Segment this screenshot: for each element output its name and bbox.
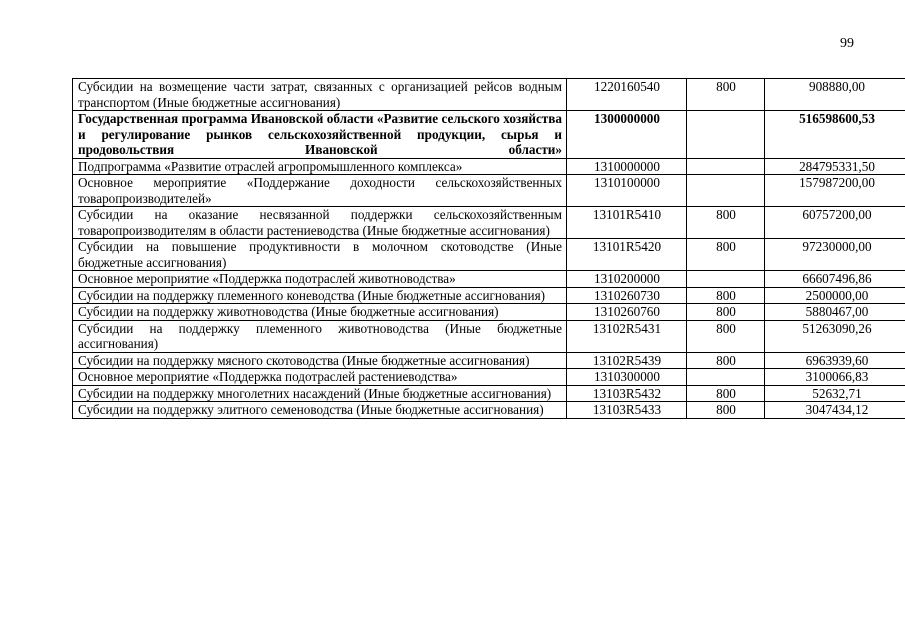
table-row (73, 111, 905, 159)
row-name: Субсидии на поддержку элитного семеноводства (Иные бюджетные ассигнования) (73, 402, 567, 419)
row-name: Основное мероприятие «Поддержка подотраслей растениеводства» (73, 369, 567, 386)
row-expense-type (687, 369, 765, 386)
row-code: 13103R5432 (567, 385, 687, 402)
row-expense-type: 800 (687, 385, 765, 402)
row-code: 13101R5420 (567, 239, 687, 271)
table-row (73, 175, 905, 207)
table-row (73, 320, 905, 352)
table-row (73, 207, 905, 239)
table-row (73, 385, 905, 402)
row-expense-type: 800 (687, 79, 765, 111)
page-number: 99 (840, 36, 854, 51)
table-row (73, 304, 905, 321)
row-name: Подпрограмма «Развитие отраслей агропромышленного комплекса» (73, 158, 567, 175)
row-name: Субсидии на поддержку животноводства (Иные бюджетные ассигнования) (73, 304, 567, 321)
row-amount: 97230000,00 (765, 239, 905, 271)
row-expense-type: 800 (687, 304, 765, 321)
row-amount: 66607496,86 (765, 271, 905, 288)
row-name: Субсидии на поддержку племенного животноводства (Иные бюджетные ассигнования) (73, 320, 567, 352)
row-code: 13102R5431 (567, 320, 687, 352)
row-name: Основное мероприятие «Поддержка подотраслей животноводства» (73, 271, 567, 288)
row-amount: 2500000,00 (765, 287, 905, 304)
row-name: Основное мероприятие «Поддержание доходности сельскохозяйственных товаропроизводителей» (73, 175, 567, 207)
row-expense-type (687, 175, 765, 207)
row-code: 1310000000 (567, 158, 687, 175)
row-amount: 284795331,50 (765, 158, 905, 175)
row-code: 13101R5410 (567, 207, 687, 239)
row-amount: 51263090,26 (765, 320, 905, 352)
row-amount: 3100066,83 (765, 369, 905, 386)
row-amount: 5880467,00 (765, 304, 905, 321)
budget-table (72, 78, 905, 419)
row-amount: 157987200,00 (765, 175, 905, 207)
table-row (73, 79, 905, 111)
row-expense-type: 800 (687, 239, 765, 271)
row-code: 13102R5439 (567, 352, 687, 369)
row-expense-type (687, 111, 765, 159)
row-expense-type: 800 (687, 207, 765, 239)
table-row (73, 369, 905, 386)
table-row (73, 352, 905, 369)
row-code: 1310300000 (567, 369, 687, 386)
table-row (73, 239, 905, 271)
row-name: Субсидии на возмещение части затрат, связанных с организацией рейсов водным транспортом (Иные бюджетные ассигнования) (73, 79, 567, 111)
table-row (73, 271, 905, 288)
row-code: 1310260760 (567, 304, 687, 321)
row-amount: 6963939,60 (765, 352, 905, 369)
row-code: 13103R5433 (567, 402, 687, 419)
table-row (73, 402, 905, 419)
row-name: Субсидии на оказание несвязанной поддержки сельскохозяйственным товаропроизводителям в области растениеводства (Иные бюджетные ассигнования) (73, 207, 567, 239)
row-amount: 52632,71 (765, 385, 905, 402)
row-expense-type: 800 (687, 287, 765, 304)
row-expense-type: 800 (687, 320, 765, 352)
table-row (73, 287, 905, 304)
row-expense-type (687, 271, 765, 288)
row-amount: 516598600,53 (765, 111, 905, 159)
row-expense-type: 800 (687, 402, 765, 419)
row-code: 1300000000 (567, 111, 687, 159)
row-expense-type: 800 (687, 352, 765, 369)
row-code: 1310260730 (567, 287, 687, 304)
row-amount: 908880,00 (765, 79, 905, 111)
row-name: Государственная программа Ивановской области «Развитие сельского хозяйства и регулирование рынков сельскохозяйственной продукции, сырья и продовольствия Ивановской области» (73, 111, 567, 159)
table-row (73, 158, 905, 175)
row-name: Субсидии на повышение продуктивности в молочном скотоводстве (Иные бюджетные ассигнования) (73, 239, 567, 271)
row-code: 1310100000 (567, 175, 687, 207)
row-amount: 3047434,12 (765, 402, 905, 419)
row-amount: 60757200,00 (765, 207, 905, 239)
row-expense-type (687, 158, 765, 175)
row-name: Субсидии на поддержку многолетних насаждений (Иные бюджетные ассигнования) (73, 385, 567, 402)
budget-table-body (73, 79, 905, 419)
row-code: 1310200000 (567, 271, 687, 288)
row-name: Субсидии на поддержку мясного скотоводства (Иные бюджетные ассигнования) (73, 352, 567, 369)
row-code: 1220160540 (567, 79, 687, 111)
row-name: Субсидии на поддержку племенного коневодства (Иные бюджетные ассигнования) (73, 287, 567, 304)
